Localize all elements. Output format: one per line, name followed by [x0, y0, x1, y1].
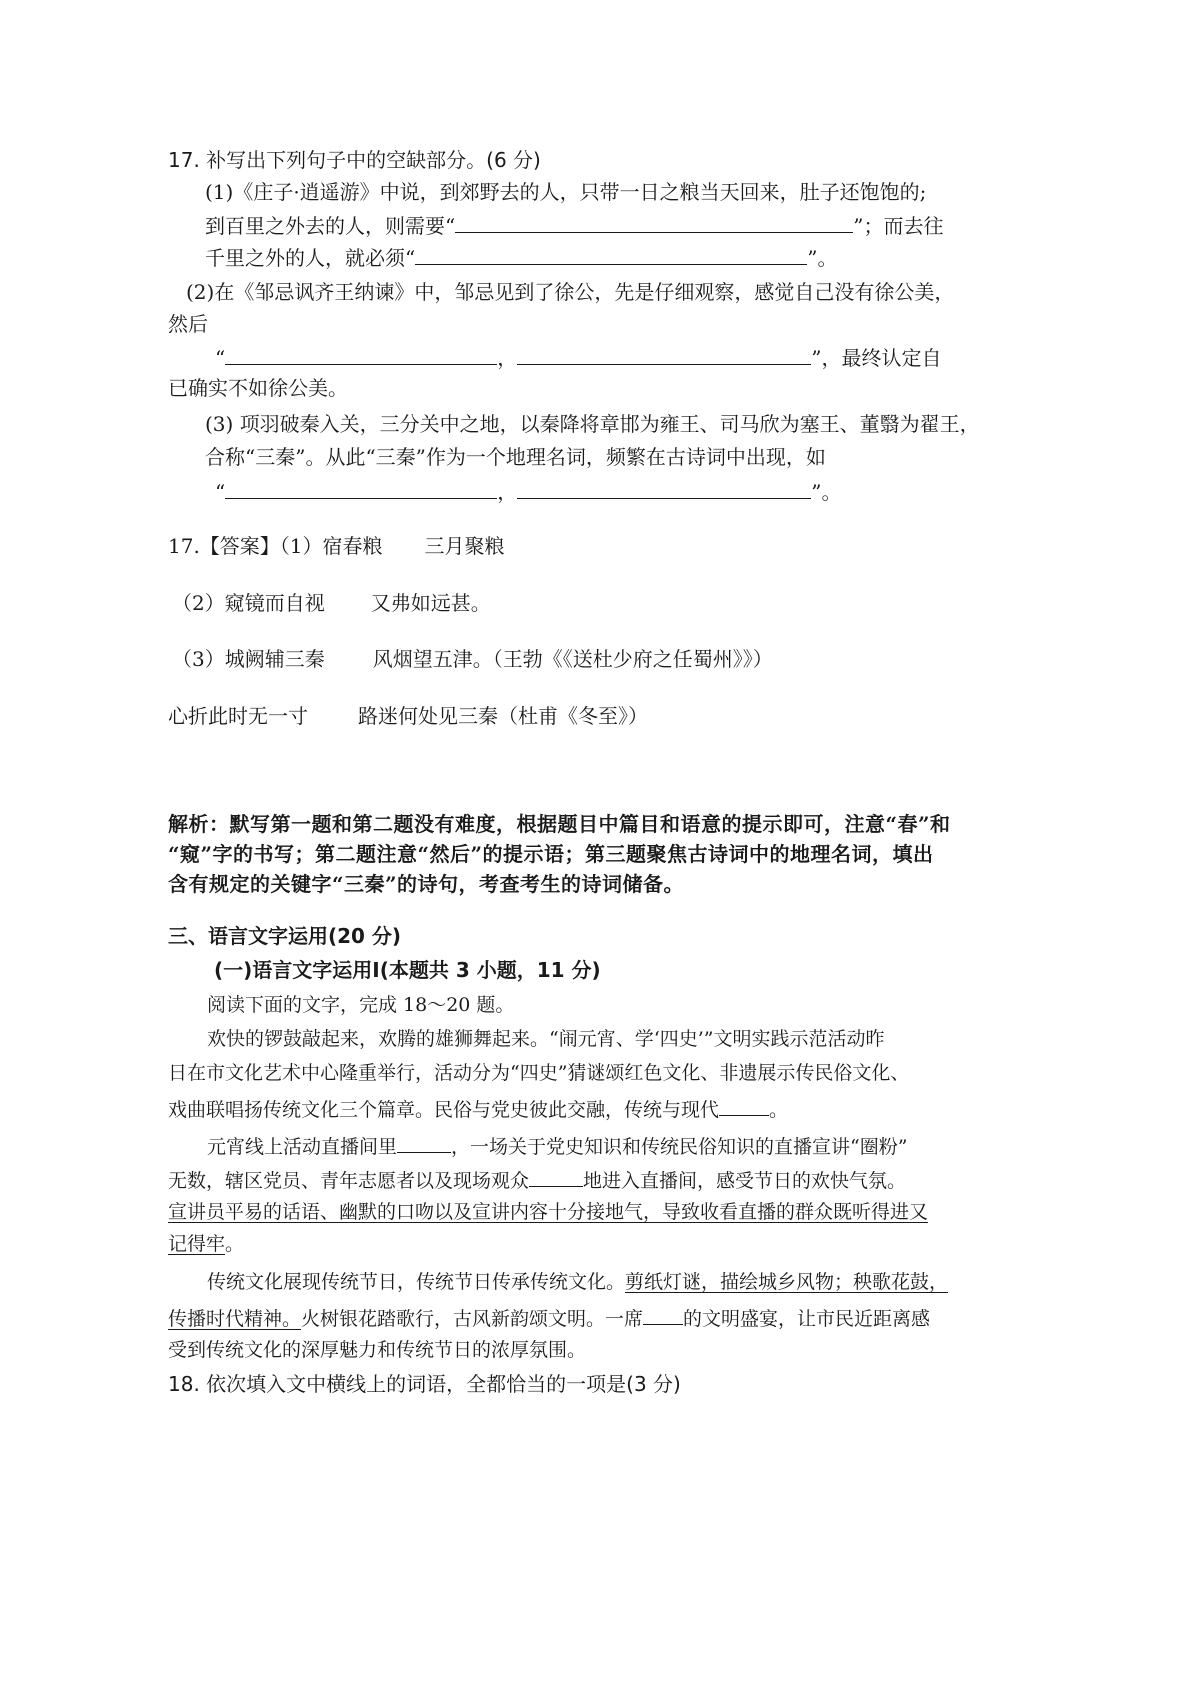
text-segment: 。 — [225, 1233, 245, 1255]
text-segment: 地进入直播间，感受节日的欢快气氛。 — [583, 1170, 907, 1192]
para3-line3: 受到传统文化的深厚魅力和传统节日的浓厚氛围。 — [168, 1339, 587, 1361]
answer-blank[interactable] — [397, 1130, 451, 1153]
answer-blank[interactable] — [225, 476, 497, 499]
q18-title: 18. 依次填入文中横线上的词语，全都恰当的一项是(3 分) — [168, 1372, 681, 1396]
q17-part1-line1: (1)《庄子·逍遥游》中说，到郊野去的人，只带一日之粮当天回来，肚子还饱饱的; — [205, 180, 927, 204]
para2-line4 — [168, 1230, 244, 1258]
underlined-text: 记得牢 — [168, 1233, 226, 1255]
answer-text: （2）窥镜而自视 — [172, 591, 325, 615]
analysis-line1: 解析：默写第一题和第二题没有难度，根据题目中篇目和语意的提示即可，注意“春”和 — [168, 812, 951, 836]
q17-part2-line4: 已确实不如徐公美。 — [168, 376, 348, 400]
answer-line3 — [172, 645, 773, 673]
q17-part1-line3 — [205, 242, 837, 272]
q17-part3-line3 — [215, 476, 841, 506]
para3-line1 — [207, 1268, 948, 1296]
text-segment: 到百里之外去的人，则需要“ — [205, 214, 456, 238]
q17-part2-line2: 然后 — [168, 312, 208, 336]
answer-head: 17.【答案】（1）宿春粮 — [168, 534, 383, 558]
answer-text: （3）城阙辅三秦 — [172, 647, 325, 671]
text-segment: ”。 — [811, 480, 842, 504]
answer-text: 路迷何处见三秦（杜甫《冬至》） — [358, 704, 648, 728]
answer-line1 — [168, 532, 505, 560]
para1-line2: 日在市文化艺术中心隆重举行，活动分为“四史”猜谜颂红色文化、非遗展示传民俗文化、 — [168, 1062, 910, 1084]
answer-blank[interactable] — [455, 210, 853, 233]
para2-underlined-line1: 宣讲员平易的话语、幽默的口吻以及宣讲内容十分接地气，导致收看直播的群众既听得进又 — [168, 1201, 929, 1223]
text-segment: 无数，辖区党员、青年志愿者以及现场观众 — [168, 1170, 530, 1192]
text-segment: ”。 — [807, 246, 838, 270]
answer-blank[interactable] — [643, 1302, 683, 1325]
analysis-line2: “窥”字的书写；第二题注意“然后”的提示语；第三题聚焦古诗词中的地理名词，填出 — [168, 842, 934, 866]
text-segment: ， — [497, 480, 518, 504]
text-segment: “ — [215, 480, 226, 504]
answer-blank[interactable] — [225, 342, 497, 365]
answer-line2 — [172, 589, 491, 617]
text-segment: 。 — [769, 1099, 789, 1121]
section-subheading: (一)语言文字运用Ⅰ(本题共 3 小题，11 分) — [214, 958, 601, 982]
answer-blank[interactable] — [517, 342, 811, 365]
answer-blank[interactable] — [415, 242, 807, 265]
answer-blank[interactable] — [719, 1093, 769, 1116]
q17-part3-line1: (3) 项羽破秦入关，三分关中之地，以秦降将章邯为雍王、司马欣为塞王、董翳为翟王， — [205, 412, 980, 436]
answer-line4 — [168, 702, 648, 730]
answer-text: 又弗如远甚。 — [370, 591, 491, 615]
q17-part2-line3 — [215, 342, 941, 372]
underlined-text: 传播时代精神。 — [168, 1308, 302, 1330]
answer-text: 风烟望五津。（王勃《《送杜少府之任蜀州》》） — [372, 647, 773, 671]
answer-blank[interactable] — [517, 476, 811, 499]
para1-line1: 欢快的锣鼓敲起来，欢腾的雄狮舞起来。“闹元宵、学‘四史’”文明实践示范活动昨 — [207, 1028, 885, 1050]
text-segment: 千里之外的人，就必须“ — [205, 246, 416, 270]
q17-title: 17. 补写出下列句子中的空缺部分。(6 分) — [168, 148, 541, 172]
text-segment: ，一场关于党史知识和传统民俗知识的直播宣讲“圈粉” — [451, 1136, 908, 1158]
q17-part3-line2: 合称“三秦”。从此“三秦”作为一个地理名词，频繁在古诗词中出现，如 — [205, 445, 826, 469]
text-segment: 元宵线上活动直播间里 — [207, 1136, 398, 1158]
answer-text: 三月聚粮 — [424, 534, 505, 558]
section-heading: 三、语言文字运用(20 分) — [168, 924, 402, 948]
text-segment: ”，最终认定自 — [811, 346, 942, 370]
reading-intro: 阅读下面的文字，完成 18～20 题。 — [207, 994, 515, 1016]
text-segment: ， — [497, 346, 518, 370]
text-segment: “ — [215, 346, 226, 370]
text-segment: 传统文化展现传统节日，传统节日传承传统文化。 — [207, 1271, 626, 1293]
answer-blank[interactable] — [529, 1164, 583, 1187]
underlined-text: 剪纸灯谜，描绘城乡风物；秧歌花鼓， — [625, 1271, 949, 1293]
analysis-line3: 含有规定的关键字“三秦”的诗句，考查考生的诗词储备。 — [168, 872, 685, 896]
q17-part2-line1: (2)在《邹忌讽齐王纳谏》中，邹忌见到了徐公，先是仔细观察，感觉自己没有徐公美， — [186, 280, 955, 304]
text-segment: 火树银花踏歌行，古风新韵颂文明。一席 — [301, 1308, 644, 1330]
para2-line1 — [207, 1130, 907, 1161]
text-segment: 戏曲联唱扬传统文化三个篇章。民俗与党史彼此交融，传统与现代 — [168, 1099, 720, 1121]
answer-text: 心折此时无一寸 — [168, 704, 308, 728]
para3-line2 — [168, 1302, 930, 1333]
text-segment: ”；而去往 — [853, 214, 944, 238]
para1-line3 — [168, 1093, 788, 1124]
para2-line2 — [168, 1164, 906, 1195]
text-segment: 的文明盛宴，让市民近距离感 — [683, 1308, 931, 1330]
q17-part1-line2 — [205, 210, 943, 240]
